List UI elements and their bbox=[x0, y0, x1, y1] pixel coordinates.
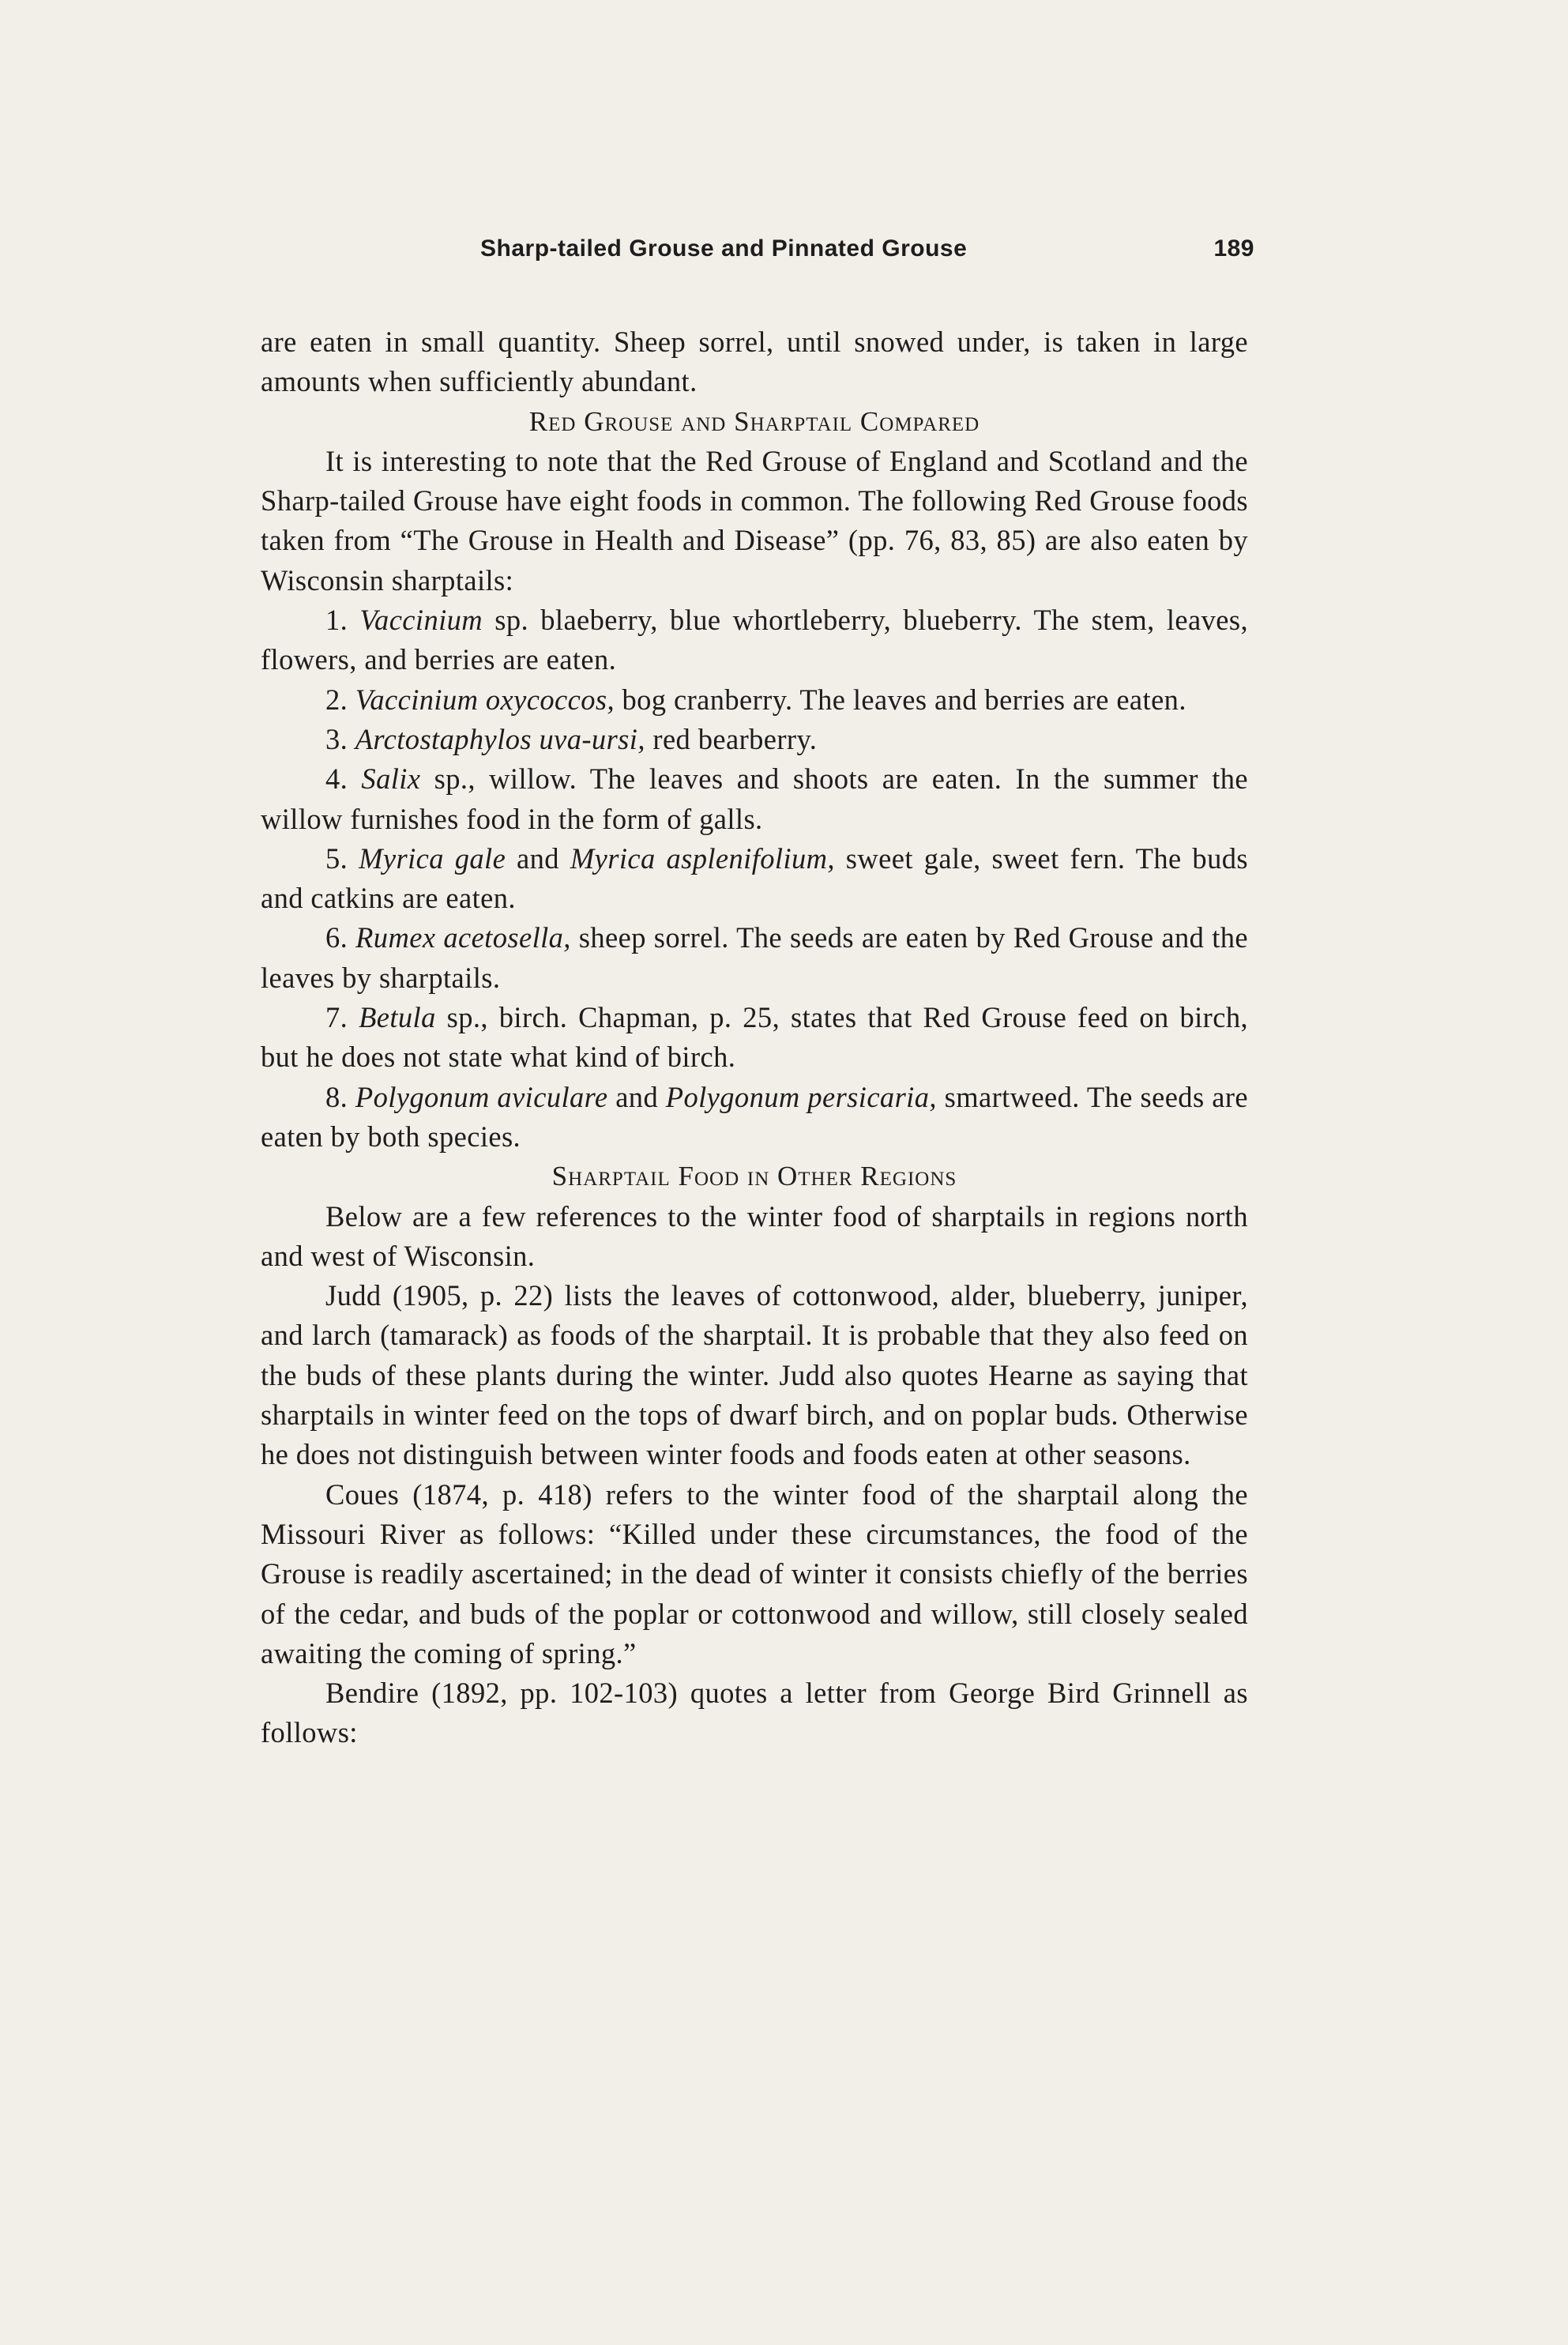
running-title: Sharp-tailed Grouse and Pinnated Grouse bbox=[480, 235, 968, 262]
running-header bbox=[261, 235, 1254, 262]
paragraph-other-regions: Below are a few references to the winter food of sharptails in regions north and west of Wisconsin. bbox=[261, 1199, 1248, 1272]
food-list-item: 7. Betula sp., birch. Chapman, p. 25, states that Red Grouse feed on birch, but he does not state what kind of birch. bbox=[261, 1001, 1249, 1074]
food-list-item: 4. Salix sp., willow. The leaves and shoots are eaten. In the summer the willow furnishes food in the form of galls. bbox=[261, 762, 1248, 835]
intro-paragraph: are eaten in small quantity. Sheep sorrel, until snowed under, is taken in large amounts when sufficiently abundant. bbox=[261, 326, 1248, 398]
food-list-item: 1. Vaccinium sp. blaeberry, blue whortleberry, blueberry. The stem, leaves, flowers, and berries are eaten. bbox=[261, 604, 1249, 676]
paragraph-judd: Judd (1905, p. 22) lists the leaves of cottonwood, alder, blueberry, juniper, and larch (tamarack) as foods of the sharptail. It is probable that they also feed on the buds of these plants during the winter. Judd also quotes Hearne as saying that sharptails in winter feed on the tops of dwarf birch, and on poplar buds. Otherwise he does not distinguish between winter foods and foods eaten at other seasons. bbox=[261, 1279, 1248, 1471]
paragraph-bendire: Bendire (1892, pp. 102-103) quotes a letter from George Bird Grinnell as follows: bbox=[261, 1677, 1248, 1749]
food-list-item: 3. Arctostaphylos uva-ursi, red bearberry. bbox=[325, 722, 818, 755]
body-text bbox=[261, 322, 1248, 1753]
food-list-item: 2. Vaccinium oxycoccos, bog cranberry. The leaves and berries are eaten. bbox=[325, 683, 1186, 716]
page-number: 189 bbox=[1213, 235, 1254, 262]
food-list-item: 6. Rumex acetosella, sheep sorrel. The seeds are eaten by Red Grouse and the leaves by sharptails. bbox=[261, 921, 1248, 994]
food-list-item: 8. Polygonum aviculare and Polygonum persicaria, smartweed. The seeds are eaten by both species. bbox=[261, 1080, 1248, 1153]
paragraph-red-grouse: It is interesting to note that the Red Grouse of England and Scotland and the Sharp-tailed Grouse have eight foods in common. The following Red Grouse foods taken from “The Grouse in Health and Disease” (pp. 76, 83, 85) are also eaten by Wisconsin sharptails: bbox=[261, 444, 1248, 597]
section-heading-other-regions: Sharptail Food in Other Regions bbox=[551, 1161, 957, 1192]
paragraph-coues: Coues (1874, p. 418) refers to the winter food of the sharptail along the Missouri River as follows: “Killed under these circumstances, the food of the Grouse is readily ascertained; in the dead of winter it consists chiefly of the berries of the cedar, and buds of the poplar or cottonwood and willow, still closely sealed awaiting the coming of spring.” bbox=[261, 1477, 1248, 1669]
book-page bbox=[261, 235, 1254, 1753]
section-heading-red-grouse: Red Grouse and Sharptail Compared bbox=[528, 405, 980, 437]
food-list-item: 5. Myrica gale and Myrica asplenifolium, sweet gale, sweet fern. The buds and catkins are eaten. bbox=[261, 841, 1248, 915]
